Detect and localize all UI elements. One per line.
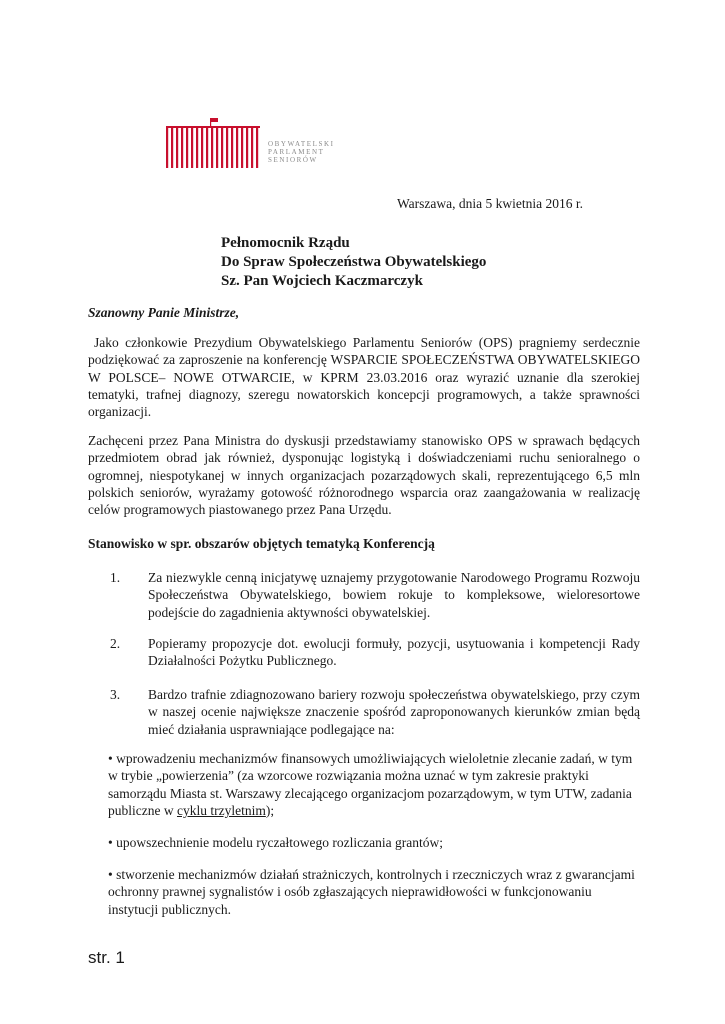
logo-line-1: OBYWATELSKI — [268, 140, 335, 148]
addressee-line-3: Sz. Pan Wojciech Kaczmarczyk — [221, 273, 423, 289]
page-number: str. 1 — [88, 948, 125, 967]
addressee-line-1: Pełnomocnik Rządu — [221, 235, 350, 251]
bullet-item-2: • upowszechnienie modelu ryczałtowego rozliczania grantów; — [108, 835, 443, 850]
paragraph-2: Zachęceni przez Pana Ministra do dyskusji przedstawiamy stanowisko OPS w sprawach będących przedmiotem obrad jak również, dysponując logistyką i doświadczeniami ruchu senioralnego o ogromnej, niespotykanej w innych organizacjach pozarządowych skali, reprezentującego 6,5 mln polskich seniorów, wyrażamy gotowość różnorodnego wsparcia oraz zaangażowania w realizację celów programowych piastowanego przez Pana Urzędu. — [88, 433, 640, 518]
bullet-item-1 — [108, 750, 640, 819]
list-item-number: 3. — [110, 687, 121, 702]
paragraph-1-text: Jako członkowie Prezydium Obywatelskiego Parlamentu Seniorów (OPS) pragniemy serdecznie podziękować za zaproszenie na konferencję WSPARCIE SPOŁECZEŃSTWA OBYWATELSKIEGO W POLSCE– NOWE OTWARCIE, w KPRM 23.03.2016 oraz wyrazić uznanie dla szerokiej tematyki, trafnej diagnozy, szeregu nowatorskich koncepcji programowych, a także sprawności organizacji. — [88, 335, 640, 420]
list-item-number: 2. — [110, 636, 121, 651]
underlined-phrase: cyklu trzyletnim — [176, 802, 266, 818]
list-item-number: 1. — [110, 570, 121, 585]
section-heading: Stanowisko w spr. obszarów objętych tematyką Konferencją — [88, 536, 435, 551]
letter-date: Warszawa, dnia 5 kwietnia 2016 r. — [397, 196, 583, 211]
paragraph-1 — [88, 334, 640, 420]
logo-line-3: SENIORÓW — [268, 156, 318, 164]
bullet-text: • wprowadzeniu mechanizmów finansowych umożliwiających wieloletnie zlecanie zadań, w tym w trybie „powierzenia” (za wzorcowe rozwiązania można uznać w tym zakresie praktyki samorządu Miasta st. Warszawy zlecającego organizacjom pozarządowym, w tym UTW, zadania publiczne w — [108, 751, 633, 818]
parliament-logo-icon — [166, 118, 266, 170]
list-item-text: Bardzo trafnie zdiagnozowano bariery rozwoju społeczeństwa obywatelskiego, przy czym w naszej ocenie największe znaczenie spośród zaproponowanych kierunków zmian będą mieć działania usprawniające podlegające na: — [148, 687, 640, 737]
list-item-2 — [110, 635, 640, 670]
logo-line-2: PARLAMENT — [268, 148, 325, 156]
addressee-line-2: Do Spraw Społeczeństwa Obywatelskiego — [221, 254, 487, 270]
logo-wordmark — [268, 140, 335, 164]
bullet-item-3: • stworzenie mechanizmów działań strażniczych, kontrolnych i rzeczniczych wraz z gwarancjami ochronny prawnej sygnalistów i osób zgłaszających nieprawidłowości w funkcjonowaniu instytucji publicznych. — [108, 867, 635, 917]
list-item-text: Popieramy propozycje dot. ewolucji formuły, pozycji, usytuowania i kompetencji Rady Działalności Pożytku Publicznego. — [148, 636, 640, 669]
list-item-text: Za niezwykle cenną inicjatywę uznajemy przygotowanie Narodowego Programu Rozwoju Społeczeństwa Obywatelskiego, bowiem rokuje to kompleksowe, wieloresortowe podejście do zagadnienia aktywności obywatelskiej. — [148, 570, 640, 620]
addressee-block — [221, 234, 486, 291]
list-item-1 — [110, 569, 640, 621]
list-item-3 — [110, 686, 640, 738]
bullet-end: ); — [265, 802, 275, 818]
salutation: Szanowny Panie Ministrze, — [88, 305, 240, 320]
